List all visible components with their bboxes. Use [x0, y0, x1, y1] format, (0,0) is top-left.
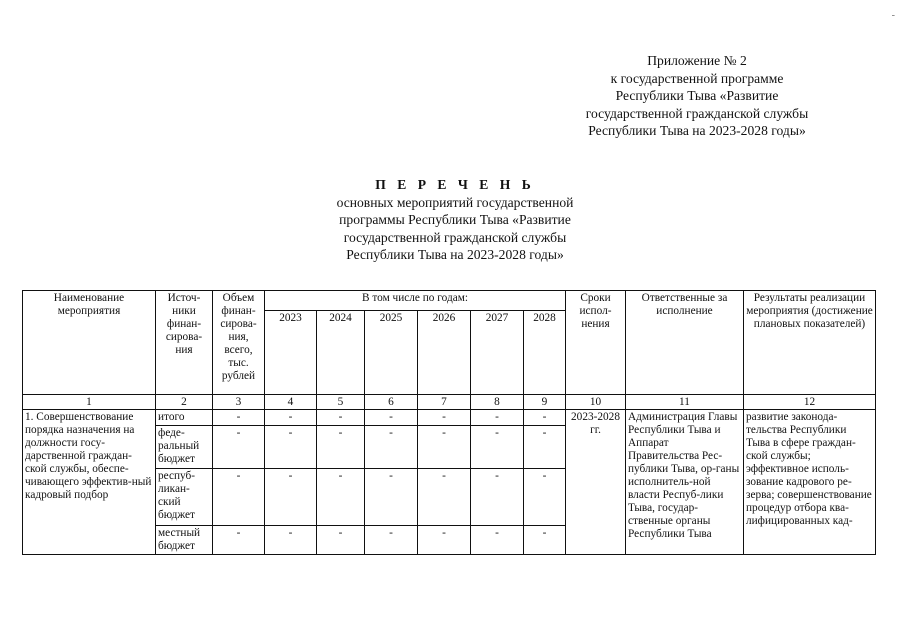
appendix-line: Республики Тыва на 2023-2028 годы» — [588, 123, 806, 138]
column-number: 6 — [365, 395, 418, 410]
year-cell: - — [365, 469, 418, 526]
year-cell: - — [265, 426, 317, 469]
column-number: 8 — [471, 395, 524, 410]
year-cell: - — [317, 410, 365, 426]
volume-cell: - — [213, 526, 265, 555]
year-cell: - — [365, 426, 418, 469]
year-cell: - — [317, 426, 365, 469]
header-volume: Объем финан-сирова-ния, всего, тыс. рублей — [213, 291, 265, 395]
year-cell: - — [365, 526, 418, 555]
responsible-cell: Администрация Главы Республики Тыва и Аппарат Правительства Рес-публики Тыва, ор-ганы исполнитель-ной власти Респуб-лики Тыва, государ-ственные органы Республики Тыва — [626, 410, 744, 555]
header-year: 2024 — [317, 311, 365, 395]
volume-cell: - — [213, 410, 265, 426]
document-heading — [250, 176, 660, 264]
header-year: 2028 — [524, 311, 566, 395]
column-number: 10 — [566, 395, 626, 410]
header-results: Результаты реализации мероприятия (достижение плановых показателей) — [744, 291, 876, 395]
column-number: 12 — [744, 395, 876, 410]
year-cell: - — [418, 410, 471, 426]
year-cell: - — [524, 526, 566, 555]
results-cell: развитие законода-тельства Республики Тыва в сфере граждан-ской службы; эффективное исполь-зование кадрового ре-зерва; совершенствование процедур отбора ква-лифицированных кад- — [744, 410, 876, 555]
year-cell: - — [265, 526, 317, 555]
header-year: 2023 — [265, 311, 317, 395]
year-cell: - — [317, 469, 365, 526]
year-cell: - — [471, 526, 524, 555]
year-cell: - — [471, 426, 524, 469]
source-cell: итого — [156, 410, 213, 426]
column-number: 4 — [265, 395, 317, 410]
heading-line: программы Республики Тыва «Развитие — [339, 212, 571, 227]
terms-cell: 2023-2028 гг. — [566, 410, 626, 555]
column-number: 3 — [213, 395, 265, 410]
header-year: 2026 — [418, 311, 471, 395]
measures-table — [22, 290, 876, 555]
column-number: 9 — [524, 395, 566, 410]
heading-line: основных мероприятий государственной — [336, 194, 574, 210]
volume-cell: - — [213, 469, 265, 526]
year-cell: - — [418, 426, 471, 469]
header-year: 2027 — [471, 311, 524, 395]
year-cell: - — [265, 410, 317, 426]
year-cell: - — [471, 410, 524, 426]
year-cell: - — [418, 469, 471, 526]
column-number: 2 — [156, 395, 213, 410]
appendix-line: Приложение № 2 — [647, 53, 747, 68]
source-cell: феде-ральный бюджет — [156, 426, 213, 469]
appendix-line: Республики Тыва «Развитие — [615, 88, 779, 103]
appendix-line: к государственной программе — [610, 70, 784, 86]
year-cell: - — [524, 469, 566, 526]
year-cell: - — [317, 526, 365, 555]
header-terms: Сроки испол-нения — [566, 291, 626, 395]
appendix-block — [547, 52, 847, 140]
appendix-line: государственной гражданской службы — [585, 105, 809, 121]
year-cell: - — [524, 426, 566, 469]
header-source: Источ-ники финан-сирова-ния — [156, 291, 213, 395]
column-number: 5 — [317, 395, 365, 410]
corner-mark: - — [891, 10, 895, 21]
year-cell: - — [418, 526, 471, 555]
document-title: П Е Р Е Ч Е Н Ь — [375, 177, 535, 192]
year-cell: - — [524, 410, 566, 426]
table-row — [23, 410, 876, 426]
header-year: 2025 — [365, 311, 418, 395]
volume-cell: - — [213, 426, 265, 469]
year-cell: - — [471, 469, 524, 526]
header-name: Наименование мероприятия — [23, 291, 156, 395]
header-by-years: В том числе по годам: — [265, 291, 566, 311]
column-number: 11 — [626, 395, 744, 410]
source-cell: местный бюджет — [156, 526, 213, 555]
header-responsible: Ответственные за исполнение — [626, 291, 744, 395]
year-cell: - — [365, 410, 418, 426]
measure-name: 1. Совершенствование порядка назначения на должности госу-дарственной граждан-ской службы, обеспе-чивающего эффектив-ный кадровый подбор — [23, 410, 156, 555]
year-cell: - — [265, 469, 317, 526]
column-number: 7 — [418, 395, 471, 410]
heading-line: государственной гражданской службы — [343, 229, 567, 245]
column-number: 1 — [23, 395, 156, 410]
heading-line: Республики Тыва на 2023-2028 годы» — [346, 247, 564, 262]
source-cell: респуб-ликан-ский бюджет — [156, 469, 213, 526]
